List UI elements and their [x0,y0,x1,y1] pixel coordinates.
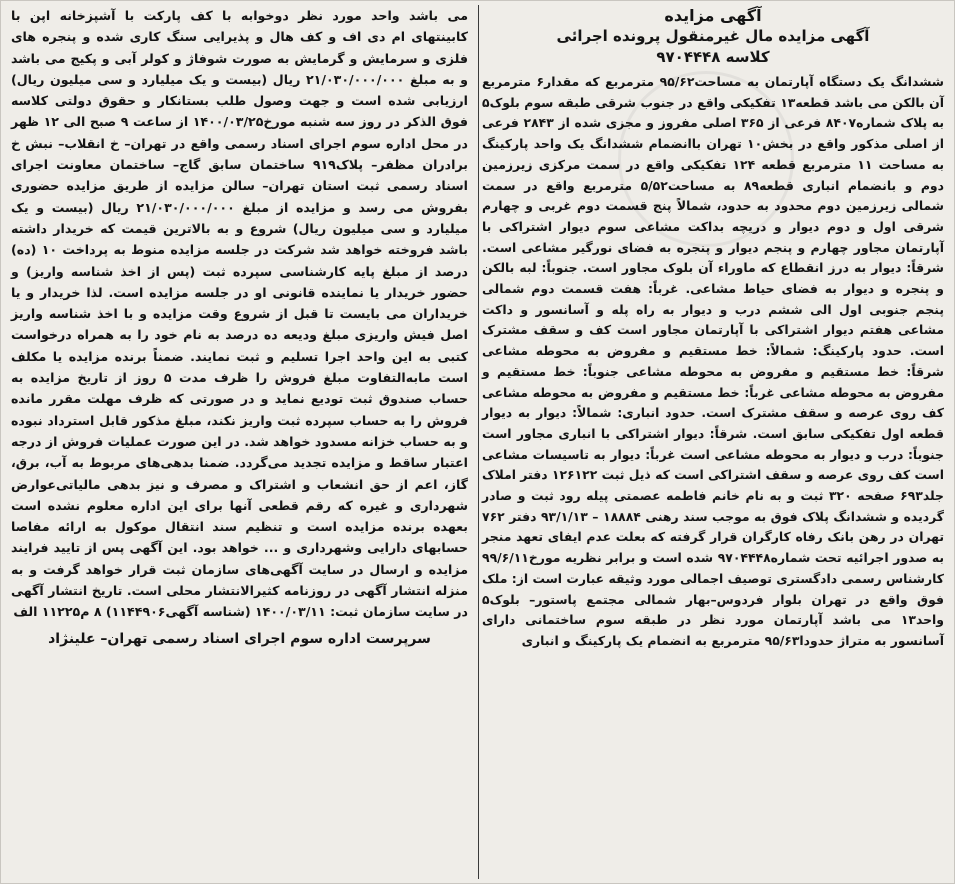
notice-header [482,5,944,68]
column-divider [478,5,479,879]
right-column-text: ششدانگ یک دستگاه آپارتمان به مساحت۹۵/۶۲ مترمربع که مقدار۶ مترمربع آن بالکن می باشد قطعه۱۳ تفکیکی واقع در جنوب شرقی طبقه سوم بلوک۵ به پلاک شماره۸۴۰۷ فرعی از ۳۶۵ اصلی مفروز و مجزی شده از ۲۸۴۳ فرعی از اصلی مذکور واقع در بخش۱۰ تهران باانضمام ششدانگ یک واحد پارکینگ به مساحت ۱۱ مترمربع قطعه ۱۲۴ تفکیکی واقع در سمت مرکزی زیرزمین دوم و بانضمام انباری قطعه۸۹ به مساحت۵/۵۲ مترمربع واقع در سمت شمالی زیرزمین دوم محدود به حدود، شمالاً پنج قسمت دوم غربی و چهارم شرقی اول و دوم دیوار و دریچه بداکت مشاعی سوم دیوار اشتراکی با آپارتمان مجاور چهارم و پنجم دیوار و پنجره به فضای نورگیر مشاعی است. شرقاً: دیوار به درز انقطاع که ماوراء آن بلوک مجاور است. جنوباً: لبه بالکن و پنجره و دیوار به فضای حیاط مشاعی. غرباً: هفت قسمت دوم شمالی پنجم جنوبی اول الی ششم درب و دیوار به راه پله و آسانسور و داکت مشاعی هفتم دیوار اشتراکی با آپارتمان مجاور است کف و سقف مشترک است. حدود پارکینگ: شمالاً: خط مستقیم و مفروض به محوطه مشاعی شرقاً: خط مستقیم و مفروض به محوطه مشاعی جنوباً: خط مستقیم و مفروض به محوطه مشاعی غرباً: خط مستقیم و مفروض به محوطه مشاعی کف روی عرصه و سقف مشترک است. حدود انباری: شمالاً: دیوار به دیوار قطعه اول تفکیکی سابق است. شرقاً: دیوار اشتراکی با انباری مجاور است جنوباً: درب و دیوار به محوطه مشاعی است غرباً: دیوار به تاسیسات مشاعی است کف روی عرصه و سقف اشتراکی است که ذیل ثبت ۱۲۶۱۲۲ دفتر املاک جلد۶۹۳ صفحه ۳۲۰ ثبت و به نام خانم فاطمه عصمتی پیله رود ثبت و صادر گردیده و ششدانگ پلاک فوق به موجب سند رهنی ۱۸۸۸۴ – ۹۳/۱/۱۳ دفتر ۷۶۲ تهران در رهن بانک رفاه کارگران قرار گرفته که بعلت عدم ایفای تعهد منجر به صدور اجرائیه تحت شماره۹۷۰۴۴۴۸ شده است و برابر نظریه مورخ۹۹/۶/۱۱ کارشناس رسمی دادگستری توصیف اجمالی مورد وثیقه عبارت است از: ملک فوق واقع در تهران بلوار فردوس–بهار شمالی مجتمع پاستور– بلوک۵ واحد۱۳ می باشد آپارتمان مورد نظر در طبقه سوم ساختمانی دارای آسانسور به متراژ حدودا۹۵/۶۳ مترمربع به انضمام یک پارکینگ و انباری [481,74,945,648]
right-column [474,1,954,883]
left-column-text: می باشد واحد مورد نظر دوخوابه با کف پارکت با آشپزخانه اپن با کابینتهای ام دی اف و کف هال و پذیرایی سنگ کاری شده و پنجره های فلزی و سرمایش و گرمایش به صورت شوفاژ و کولر آبی و پکیج می باشد و به مبلغ ۲۱/۰۳۰/۰۰۰/۰۰۰ ریال (بیست و یک میلیارد و سی میلیون ریال) ارزیابی شده است و جهت وصول طلب بستانکار و حقوق دولتی کلاسه فوق الذکر در روز سه شنبه مورخ۱۴۰۰/۰۳/۲۵ از ساعت ۹ صبح الی ۱۲ ظهر در محل اداره سوم اجرای اسناد رسمی واقع در تهران– خ انقلاب– نبش خ برادران مظفر– پلاک۹۱۹ ساختمان سابق گاج– ساختمان معاونت اجرای اسناد رسمی ثبت استان تهران– سالن مزایده از طریق مزایده حضوری بفروش می رسد و مزایده از مبلغ ۲۱/۰۳۰/۰۰۰/۰۰۰ ریال (بیست و یک میلیارد و سی میلیون ریال) شروع و به بالاترین قیمت که خریدار داشته باشد فروخته خواهد شد شرکت در جلسه مزایده منوط به پرداخت ۱۰ (ده) درصد از مبلغ پایه کارشناسی سپرده ثبت (پس از اخذ شناسه واریز) و حضور خریدار یا نماینده قانونی او در جلسه مزایده است. لذا خریدار و یا خریداران می بایست تا قبل از شروع وقت مزایده و با اخذ شناسه واریز اصل فیش واریزی مبلغ ودیعه ده درصد به نام خود را به همراه درخواست کتبی به این واحد اجرا تسلیم و ثبت نمایند. ضمناً برنده مزایده یا مکلف است مابه‌التفاوت مبلغ فروش را ظرف مدت ۵ روز از تاریخ مزایده به حساب صندوق ثبت تودیع نماید و در صورتی که ظرف مهلت مقرر مانده فروش را به حساب سپرده ثبت واریز نکند، مبلغ مذکور قابل استرداد نبوده و به حساب خزانه مسدود خواهد شد. در این صورت عملیات فروش از درجه اعتبار ساقط و مزایده تجدید می‌گردد. ضمنا بدهی‌های مربوط به آب، برق، گاز، اعم از حق انشعاب و اشتراک و مصرف و نیز بدهی مالیاتی‌عوارض شهرداری و غیره که رقم قطعی آنها برای این اداره معلوم نشده است بعهده برنده مزایده است و تنظیم سند انتقال موکول به ارائه مفاصا حسابهای دارایی وشهرداری و ... خواهد بود. این آگهی پس از تایید فرایند مزایده و ارسال در سایت آگهی‌های سازمان ثبت قرار خواهد گرفت و به منزله انتشار آگهی در روزنامه کثیرالانتشار محلی است. تاریخ انتشار آگهی در سایت سازمان ثبت: ۱۴۰۰/۰۳/۱۱ (شناسه آگهی۱۱۴۴۹۰۶) ۸ م۱۱۲۲۵ الف [11,8,469,620]
case-number: کلاسه ۹۷۰۴۴۴۸ [656,48,770,66]
left-column [1,1,476,883]
notice-title: آگهی مزایده [664,6,762,25]
signature-line: سرپرست اداره سوم اجرای اسناد رسمی تهران– علینژاد [48,630,431,647]
notice-subtitle: آگهی مزایده مال غیرمنقول پرونده اجرائی [556,27,870,45]
